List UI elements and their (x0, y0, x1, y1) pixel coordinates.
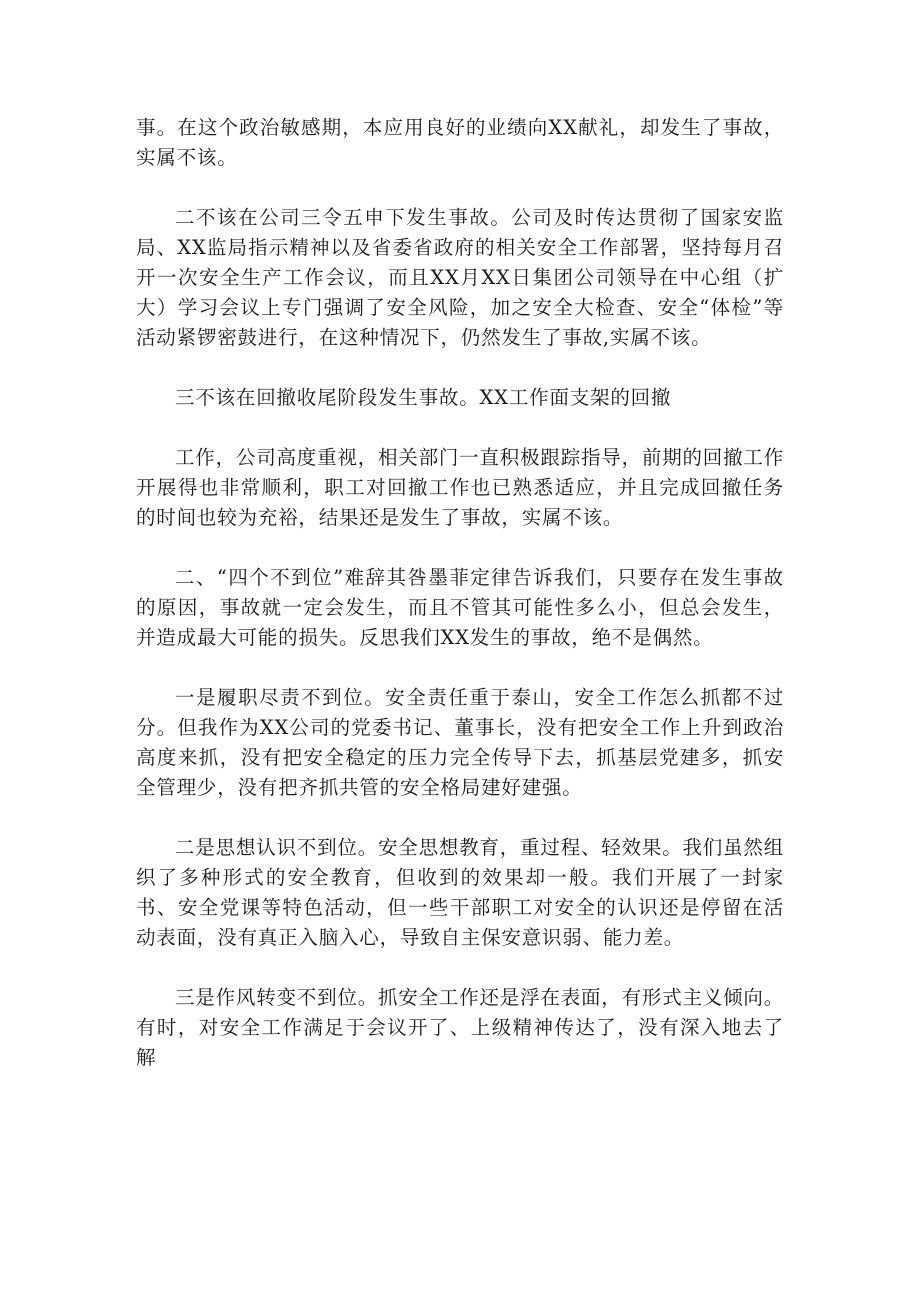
paragraph-second-fault: 二不该在公司三令五申下发生事故。公司及时传达贯彻了国家安监局、XX监局指示精神以及省委省政府的相关安全工作部署，坚持每月召开一次安全生产工作会议，而且XX月XX日集团公司领导在中心组（扩大）学习会议上专门强调了安全风险，加之安全大检查、安全“体检”等活动紧锣密鼓进行，在这种情况下，仍然发生了事故,实属不该。 (136, 206, 784, 349)
paragraph-style-not-in-place: 三是作风转变不到位。抓安全工作还是浮在表面，有形式主义倾向。有时，对安全工作满足于会议开了、上级精神传达了，没有深入地去了解 (136, 986, 785, 1069)
document-body (136, 113, 784, 1103)
paragraph-four-not-in-place: 二、“四个不到位”难辞其咎墨菲定律告诉我们，只要存在发生事故的原因，事故就一定会发生，而且不管其可能性多么小，但总会发生，并造成最大可能的损失。反思我们XX发生的事故，绝不是偶然。 (136, 566, 784, 649)
paragraph-duty-not-in-place: 一是履职尽责不到位。安全责任重于泰山，安全工作怎么抓都不过分。但我作为XX公司的党委书记、董事长，没有把安全工作上升到政治高度来抓，没有把安全稳定的压力完全传导下去，抓基层党建多，抓安全管理少，没有把齐抓共管的安全格局建好建强。 (136, 686, 784, 799)
paragraph-third-fault: 三不该在回撤收尾阶段发生事故。XX工作面支架的回撤 (175, 386, 672, 409)
paragraph-retreat-work: 工作，公司高度重视，相关部门一直积极跟踪指导，前期的回撤工作开展得也非常顺利，职工对回撤工作也已熟悉适应，并且完成回撤任务的时间也较为充裕，结果还是发生了事故，实属不该。 (136, 446, 785, 529)
paragraph-continuation: 事。在这个政治敏感期，本应用良好的业绩向XX献礼，却发生了事故，实属不该。 (136, 116, 784, 169)
paragraph-thinking-not-in-place: 二是思想认识不到位。安全思想教育，重过程、轻效果。我们虽然组织了多种形式的安全教育，但收到的效果却一般。我们开展了一封家书、安全党课等特色活动，但一些干部职工对安全的认识还是停留在活动表面，没有真正入脑入心，导致自主保安意识弱、能力差。 (136, 836, 785, 949)
